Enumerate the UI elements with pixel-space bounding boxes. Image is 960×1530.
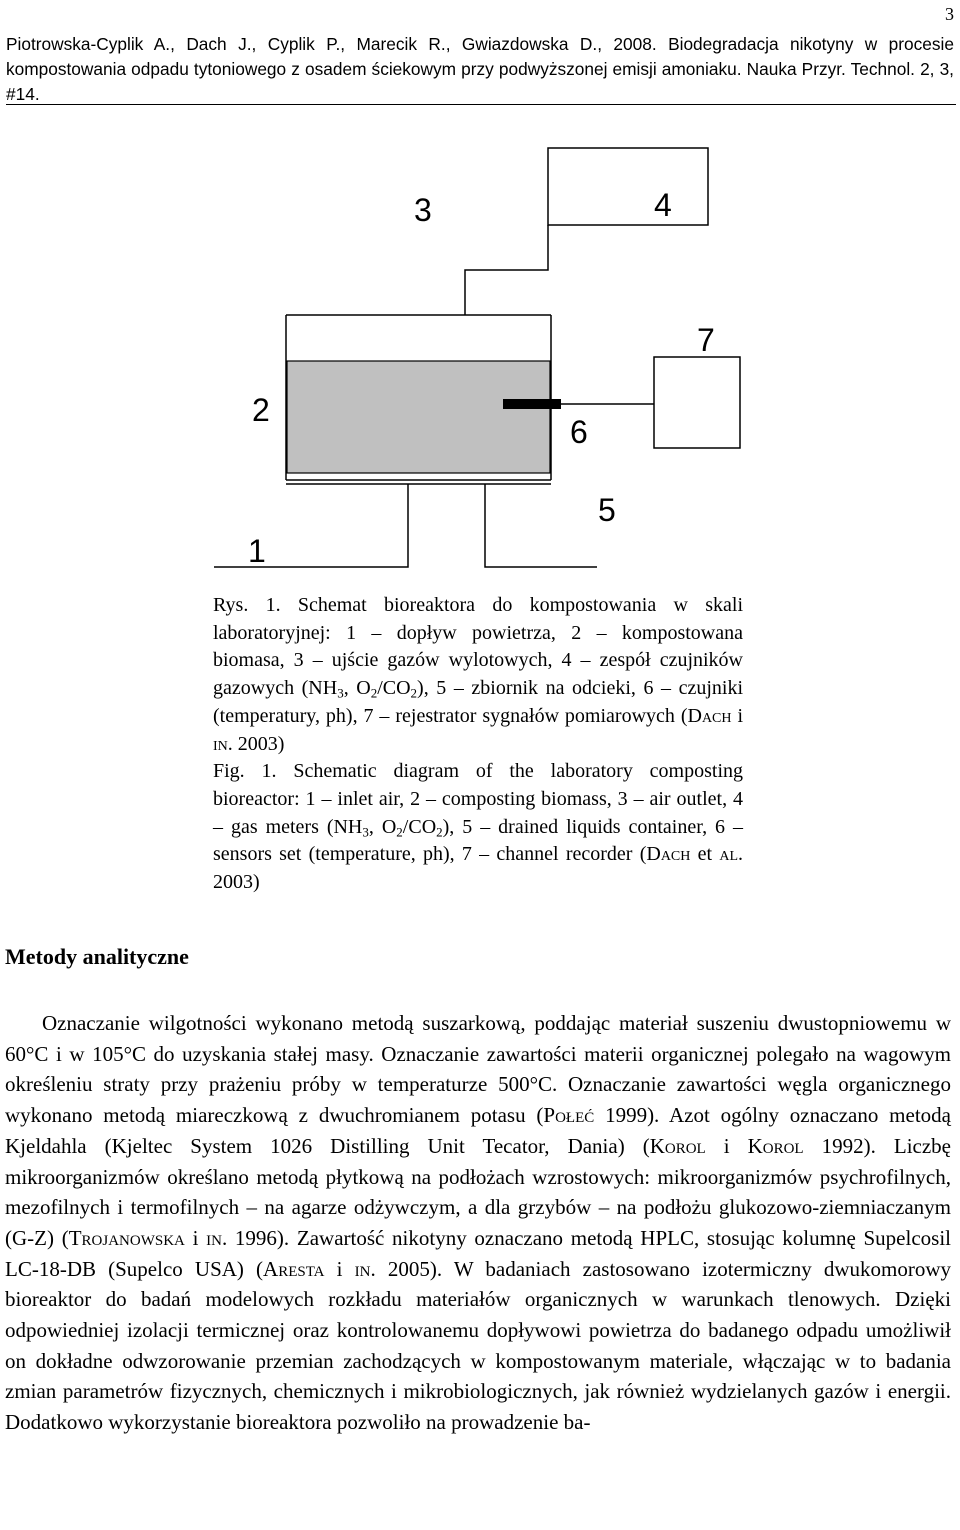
body-text: . 2005). W badaniach zastosowano izotermiczny dwukomorowy bioreaktor do badań modelowych rozkładu materiałów organicznych w warunkach tlenowych. Dzięki odpowiedniej izolacji termicznej oraz kontrolowanemu dopływowi powietrza do badanego odpadu umożliwił on dokładne odwzorowanie przemian zachodzących w kompostowanym materiale, włączając w to badania zmian parametrów fizycznych, chemicznych i mikrobiologicznych, jak również wydzielanych gazów i energii. Dodatkowo wykorzystanie bioreaktora pozwoliło na prowadzenie ba- (5, 1256, 951, 1435)
citation-author: Dach (687, 704, 732, 727)
body-paragraph (5, 1008, 951, 1438)
figure-caption (213, 592, 743, 897)
label-6: 6 (570, 414, 588, 450)
subscript: 3 (337, 685, 344, 701)
label-4: 4 (654, 187, 672, 223)
body-text: . 1996). Zawartość nikotyny oznaczano metodą HPLC, stosując kolumnę Supelcosil LC-18-DB (Supelco USA) ( (5, 1225, 951, 1281)
reference-author: Aresta (263, 1256, 325, 1281)
label-5: 5 (598, 492, 616, 528)
running-header-citation: Piotrowska-Cyplik A., Dach J., Cyplik P., Marecik R., Gwiazdowska D., 2008. Biodegradacja nikotyny w procesie kompostowania odpadu tytoniowego z osadem ściekowym przy podwyższonej emisji amoniaku. Nauka Przyr. Technol. 2, 3, #14. (6, 34, 954, 104)
sensor-probe (503, 399, 561, 409)
body-text: i (324, 1256, 355, 1281)
caption-pl-text: ), 5 – zbiornik na odcieki, 6 – czujniki (temperatury, ph), 7 – rejestrator sygnałów pomiarowych ( (213, 677, 744, 727)
caption-pl-text: . 2003) (227, 732, 285, 755)
reference-author: Połeć (543, 1103, 595, 1128)
caption-polish (213, 592, 743, 758)
gas-outlet-pipe (465, 225, 548, 315)
page-number: 3 (945, 4, 954, 24)
label-7: 7 (697, 322, 715, 358)
caption-english (213, 758, 743, 897)
body-text: i (705, 1133, 748, 1158)
citation-etal: al (719, 843, 738, 866)
subscript: 2 (396, 823, 403, 839)
subscript: 2 (410, 685, 418, 701)
caption-en-text: . 2003) (213, 843, 743, 894)
reference-etal: in (206, 1225, 222, 1250)
caption-pl-text: Rys. 1. Schemat bioreaktora do kompostowania w skali laboratoryjnej: 1 – dopływ powietrza, 2 – kompostowana biomasa, 3 – ujście gazów wylotowych, 4 – zespół czujników gazowych (NH (213, 594, 743, 700)
body-text: 1999). Azot ogólny oznaczano metodą Kjeldahla (Kjeltec System 1026 Distilling Unit Tecator, Dania) ( (5, 1103, 951, 1158)
caption-pl-text: , O (343, 677, 371, 700)
reference-author: Korol (747, 1133, 804, 1158)
subscript: 2 (436, 823, 443, 839)
citation-etal: in (213, 732, 228, 755)
caption-en-text: , O (368, 815, 397, 838)
caption-en-text: ), 5 – drained liquids container, 6 – sensors set (temperature, ph), 7 – channel recorder ( (213, 815, 743, 866)
drain-pipe (485, 484, 597, 567)
label-2: 2 (252, 392, 270, 428)
section-heading: Metody analityczne (5, 944, 189, 969)
body-text: 1992). Liczbę mikroorganizmów określano metodą płytkową na podłożach wzrostowych: mikroorganizmów psychrofilnych, mezofilnych i termofilnych – na agarze odżywczym, a dla grzybów – na podłożu glukozowo-ziemniaczanym (G-Z) ( (5, 1133, 951, 1250)
caption-pl-text: /CO (377, 677, 411, 700)
inlet-air-pipe (214, 484, 408, 567)
label-1: 1 (248, 533, 266, 569)
composting-biomass (287, 361, 550, 473)
subscript: 3 (362, 823, 369, 839)
body-text: i (184, 1225, 207, 1250)
caption-pl-text: i (731, 704, 743, 727)
subscript: 2 (370, 685, 378, 701)
bioreactor-schematic-figure (0, 0, 960, 590)
gas-sensor-unit (548, 148, 708, 225)
reference-author: Trojanowska (68, 1225, 185, 1250)
body-text: Oznaczanie wilgotności wykonano metodą suszarkową, poddając materiał suszeniu dwustopniowemu w 60°C i w 105°C do uzyskania stałej masy. Oznaczanie zawartości materii organicznej polegało na wagowym określeniu straty przy prażeniu próby w temperaturze 500°C. Oznaczanie zawartości węgla organicznego wykonano metodą miareczkową z dwuchromianem potasu ( (5, 1011, 951, 1128)
reference-author: Korol (649, 1133, 706, 1158)
label-3: 3 (414, 192, 432, 228)
citation-author: Dach (646, 843, 691, 866)
caption-en-text: Fig. 1. Schematic diagram of the laboratory composting bioreactor: 1 – inlet air, 2 – composting biomass, 3 – air outlet, 4 – gas meters (NH (213, 760, 743, 838)
caption-en-text: et (690, 843, 720, 866)
reference-etal: in (354, 1256, 371, 1281)
signal-recorder (654, 357, 740, 448)
caption-en-text: /CO (402, 815, 437, 838)
